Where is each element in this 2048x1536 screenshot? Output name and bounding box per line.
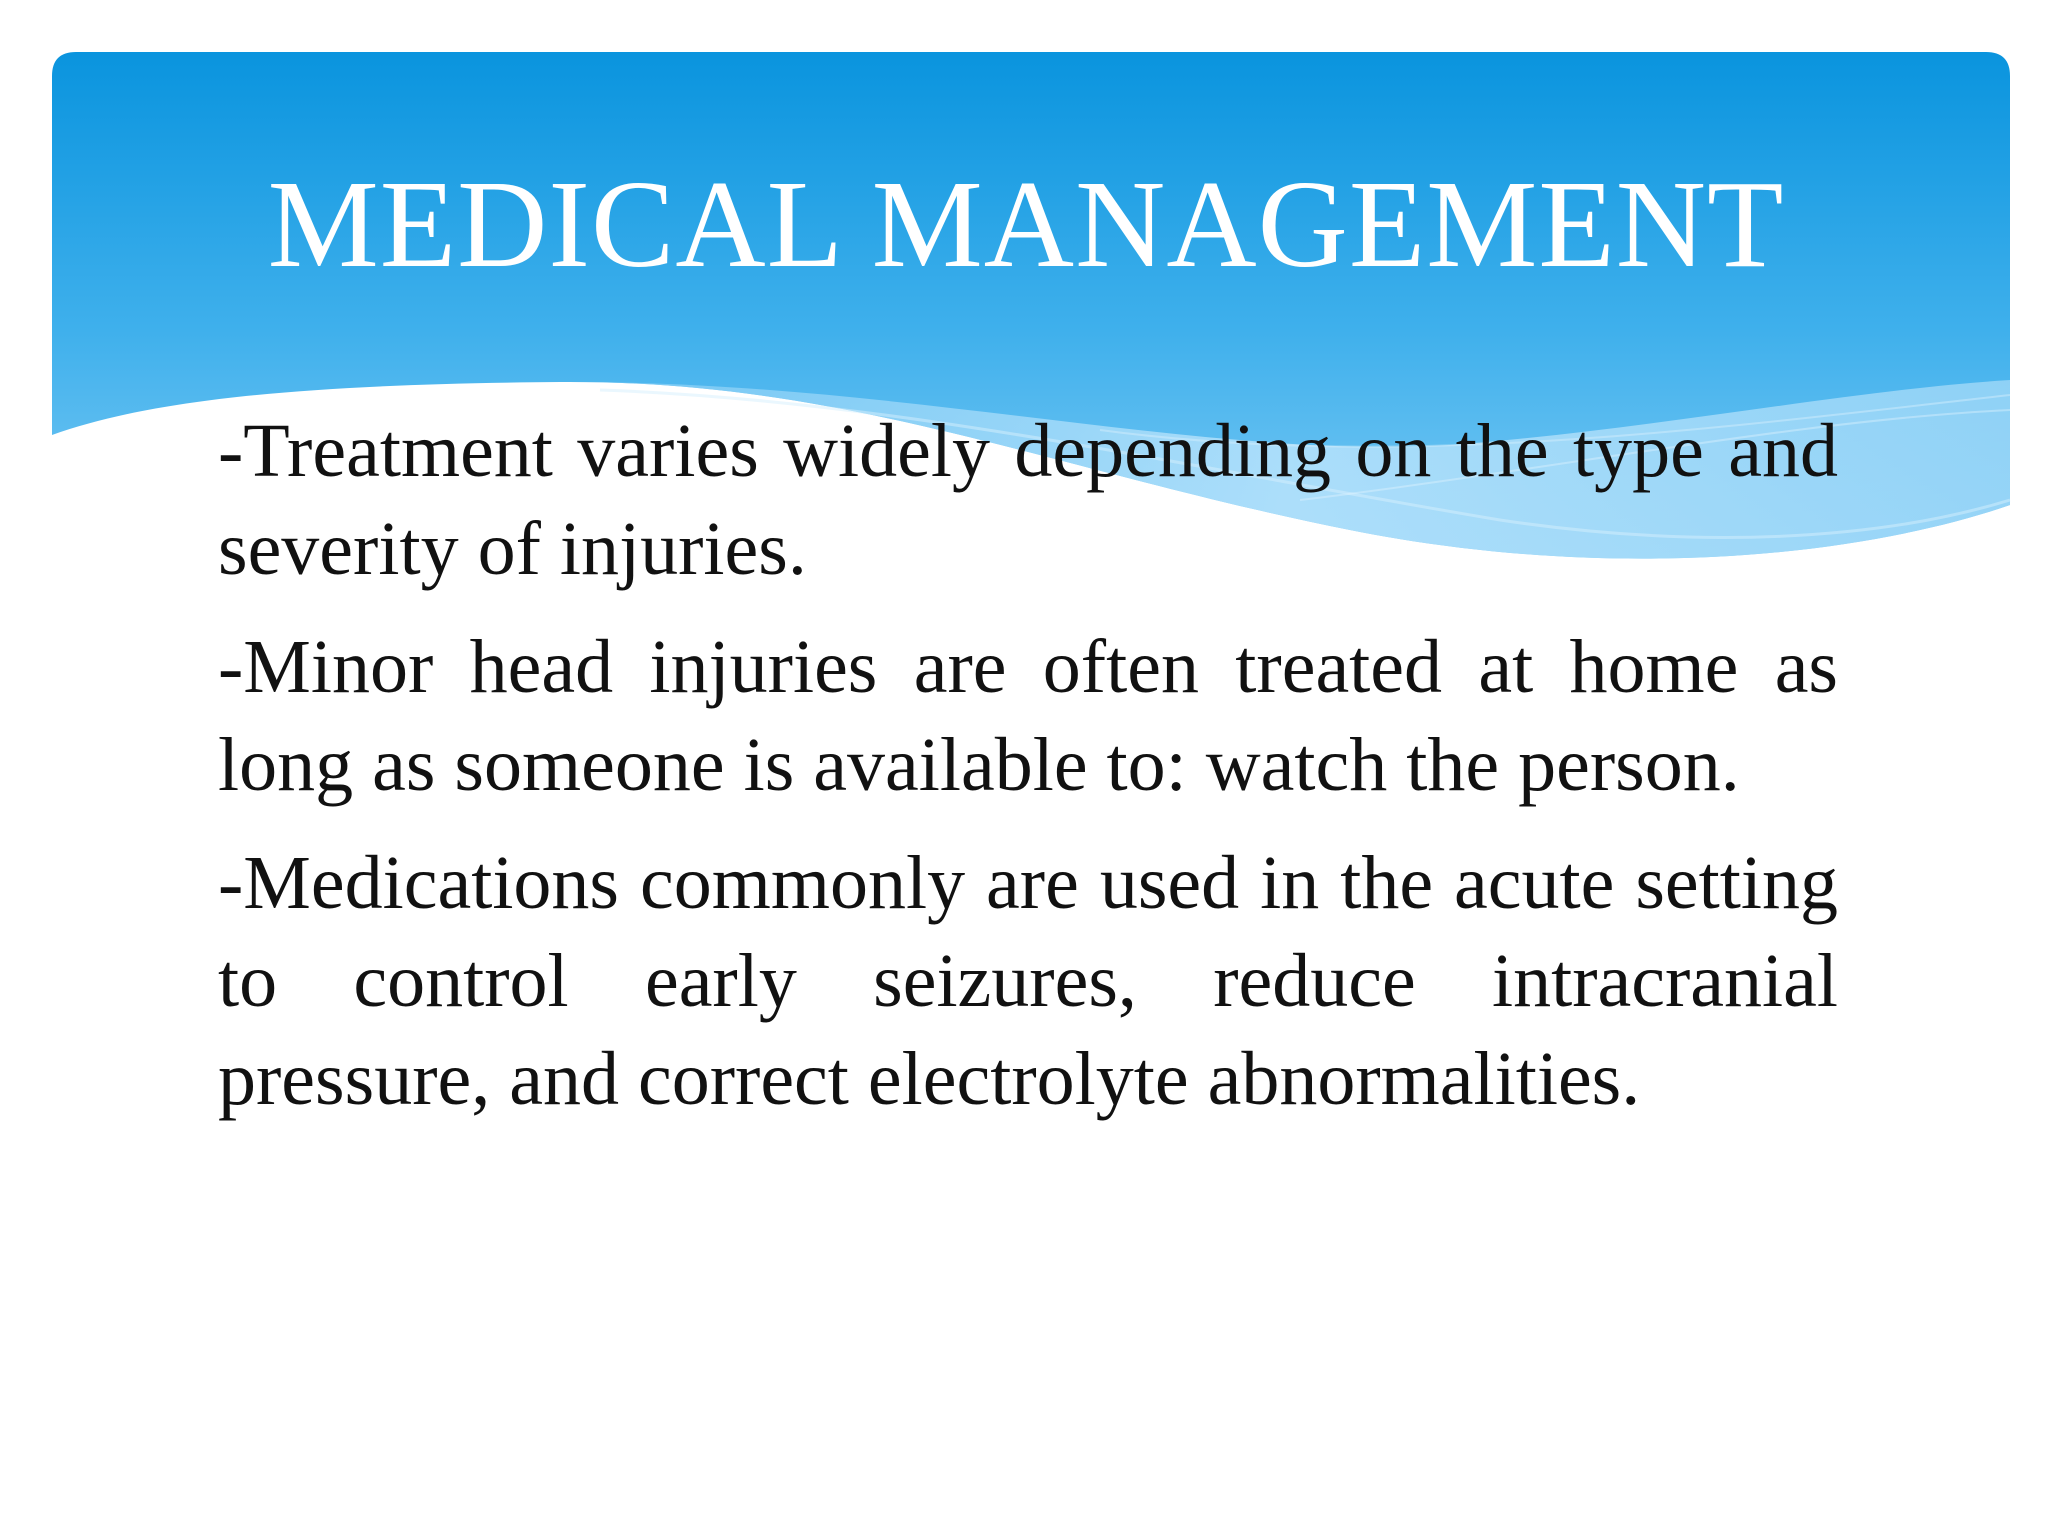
bullet-paragraph: -Treatment varies widely depending on the type and severity of injuries. (218, 409, 1838, 591)
slide-body (218, 402, 1838, 1148)
bullet-paragraph: -Minor head injuries are often treated at home as long as someone is available to: watch the person. (218, 625, 1838, 807)
bullet-paragraph: -Medications commonly are used in the acute setting to control early seizures, reduce intracranial pressure, and correct electrolyte abnormalities. (218, 841, 1838, 1121)
slide-title: MEDICAL MANAGEMENT (267, 156, 1785, 294)
